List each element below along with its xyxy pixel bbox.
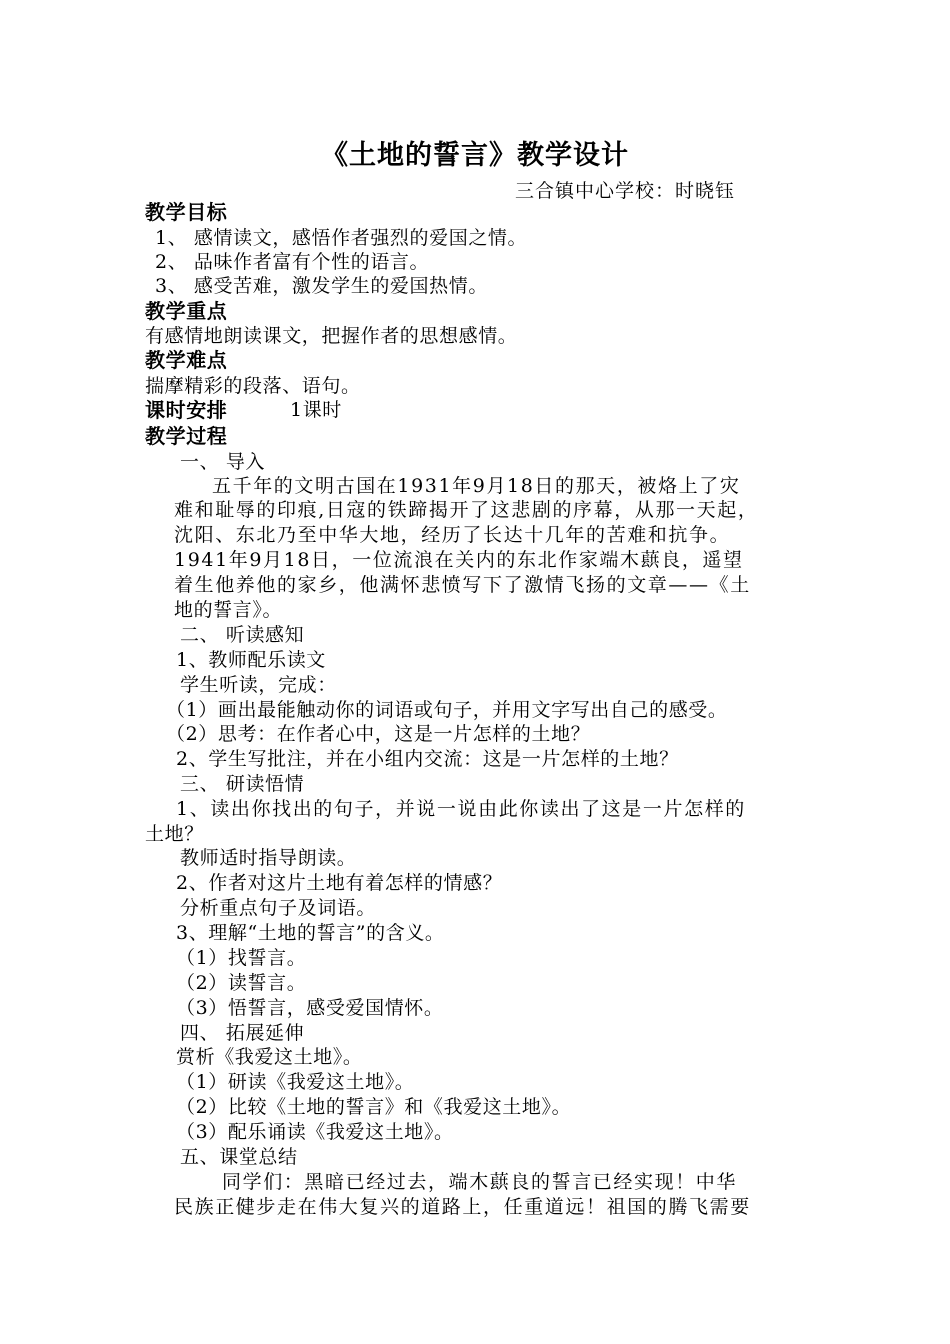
process-line: 学生听读，完成： [180, 674, 337, 696]
process-line: 1、读出你找出的句子，并说一说由此你读出了这是一片怎样的 [176, 798, 746, 820]
process-line: （1）找誓言。 [176, 947, 307, 969]
process-line: （2）比较《土地的誓言》和《我爱这土地》。 [176, 1096, 572, 1118]
process-line: 教师适时指导朗读。 [180, 847, 357, 869]
process-line: （1）画出最能触动你的词语或句子，并用文字写出自己的感受。 [166, 699, 728, 721]
paragraph-line: 五千年的文明古国在1931年9月18日的那天，被烙上了灾 [212, 475, 741, 497]
process-line: （2）读誓言。 [176, 972, 307, 994]
paragraph-line: 难和耻辱的印痕,日寇的铁蹄揭开了这悲剧的序幕，从那一天起， [174, 499, 759, 521]
process-line: 2、作者对这片土地有着怎样的情感？ [176, 872, 503, 894]
goal-item: 3、 感受苦难，激发学生的爱国热情。 [155, 275, 488, 297]
process-line: 1、教师配乐读文 [176, 649, 326, 671]
process-line: （3）悟誓言，感受爱国情怀。 [176, 997, 444, 1019]
process-line: （1）研读《我爱这土地》。 [176, 1071, 415, 1093]
section-heading: 二、 听读感知 [180, 624, 305, 646]
goal-item: 2、 品味作者富有个性的语言。 [155, 251, 430, 273]
difficulty-heading: 教学难点 [145, 348, 228, 372]
process-heading: 教学过程 [145, 424, 228, 448]
section-heading: 五、课堂总结 [180, 1146, 298, 1168]
schedule-heading: 课时安排 [145, 398, 228, 422]
paragraph-line: 着生他养他的家乡，他满怀悲愤写下了激情飞扬的文章——《土 [174, 574, 751, 596]
difficulty-text: 揣摩精彩的段落、语句。 [145, 375, 361, 397]
process-line: 分析重点句子及词语。 [180, 897, 377, 919]
key-text: 有感情地朗读课文，把握作者的思想感情。 [145, 325, 518, 347]
goal-item: 1、 感情读文，感悟作者强烈的爱国之情。 [155, 227, 528, 249]
schedule-value: 1课时 [290, 399, 342, 421]
process-line: 3、理解“土地的誓言”的含义。 [176, 922, 445, 944]
process-line: （3）配乐诵读《我爱这土地》。 [176, 1121, 454, 1143]
section-heading: 一、 导入 [180, 451, 266, 473]
process-line: 土地？ [145, 823, 204, 845]
paragraph-line: 沈阳、东北乃至中华大地，经历了长达十几年的苦难和抗争。 [174, 524, 731, 546]
document-title: 《土地的誓言》教学设计 [321, 140, 629, 171]
paragraph-line: 民族正健步走在伟大复兴的道路上，任重道远！祖国的腾飞需要 [174, 1196, 751, 1218]
paragraph-line: 地的誓言》。 [174, 599, 283, 621]
section-heading: 四、 拓展延伸 [180, 1022, 305, 1044]
process-line: （2）思考：在作者心中，这是一片怎样的土地？ [166, 723, 591, 745]
process-line: 2、学生写批注，并在小组内交流：这是一片怎样的土地？ [176, 748, 679, 770]
goals-heading: 教学目标 [145, 200, 228, 224]
paragraph-line: 1941年9月18日，一位流浪在关内的东北作家端木蕻良，遥望 [174, 549, 744, 571]
author-line: 三合镇中心学校：时晓钰 [515, 180, 736, 202]
key-heading: 教学重点 [145, 299, 228, 323]
paragraph-line: 同学们：黑暗已经过去，端木蕻良的誓言已经实现！中华 [222, 1171, 738, 1193]
section-heading: 三、 研读悟情 [180, 773, 305, 795]
process-line: 赏析《我爱这土地》。 [176, 1046, 363, 1068]
